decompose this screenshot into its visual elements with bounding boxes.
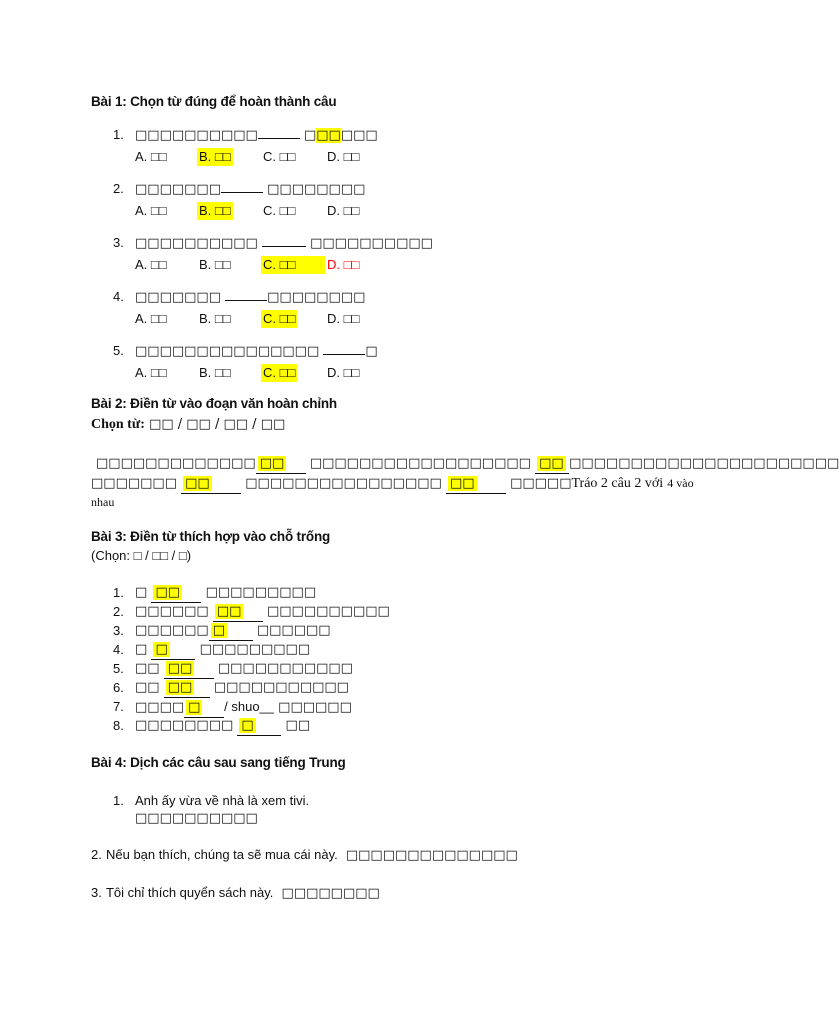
bai2-choose-words: □□ / □□ / □□ / □□ (149, 417, 286, 432)
q1-option-a[interactable]: A. □□ (135, 149, 167, 164)
b4-q3-number: 3. (91, 885, 102, 900)
bai2-note-c: nhau (91, 495, 115, 509)
b4-q3-line (91, 884, 380, 903)
q4-blank[interactable] (225, 288, 267, 301)
q5-option-a[interactable]: A. □□ (135, 365, 167, 380)
q4-option-a[interactable]: A. □□ (135, 311, 167, 326)
b3-q6-number: 6. (113, 680, 124, 695)
bai2-fill-1[interactable] (256, 455, 306, 474)
b3-q2-number: 2. (113, 604, 124, 619)
b3-q6-fill-text: □□ (167, 680, 193, 695)
bai2-choose-line (91, 416, 285, 434)
q3-number: 3. (113, 235, 124, 250)
q1-blank[interactable] (258, 126, 300, 139)
b3-q7-after: □□□□□□ (278, 700, 352, 715)
bai2-line2-b: □□□□□□□□□□□□□□□□ (245, 476, 442, 491)
b3-q7-fill-text: □ (188, 700, 201, 715)
q1-sentence (135, 126, 378, 145)
bai2-paragraph-line-1 (96, 455, 839, 474)
q4-number: 4. (113, 289, 124, 304)
b3-q4-sentence (135, 641, 310, 660)
b3-q2-after: □□□□□□□□□□ (266, 604, 390, 619)
b3-q2-sentence (135, 603, 390, 622)
b3-q2-fill-text: □□ (216, 604, 242, 619)
bai2-choose-label: Chọn từ: (91, 417, 145, 432)
q4-option-d[interactable]: D. □□ (327, 311, 360, 326)
b3-q1-sentence (135, 584, 316, 603)
q2-option-b[interactable]: B. □□ (199, 203, 231, 218)
b4-q3-vietnamese: Tôi chỉ thích quyển sách này. (105, 885, 274, 900)
b3-q6-sentence (135, 679, 349, 698)
q3-sentence (135, 234, 433, 253)
b3-q6-before: □□ (135, 680, 160, 695)
b3-q5-fill-text: □□ (167, 661, 193, 676)
b3-q7-pinyin: / shuo__ (224, 699, 275, 714)
q2-option-d[interactable]: D. □□ (327, 203, 360, 218)
b3-q7-sentence (135, 698, 352, 718)
q2-option-a[interactable]: A. □□ (135, 203, 167, 218)
b3-q5-number: 5. (113, 661, 124, 676)
q2-number: 2. (113, 181, 124, 196)
q5-sentence (135, 342, 378, 361)
b4-q2-line (91, 846, 518, 865)
bai2-line1-b: □□□□□□□□□□□□□□□□□□ (309, 456, 531, 471)
b3-q8-fill-text: □ (241, 718, 254, 733)
bai2-fill-3-text: □□ (185, 476, 210, 491)
q1-text-after: □□□ (340, 128, 378, 143)
bai3-choose: (Chọn: □ / □□ / □) (91, 548, 192, 563)
b3-q5-sentence (135, 660, 353, 679)
b3-q4-number: 4. (113, 642, 124, 657)
b3-q1-fill-text: □□ (155, 585, 181, 600)
b4-q1-vietnamese: Anh ấy vừa về nhà là xem tivi. (135, 793, 310, 808)
bai2-note-b: 4 vào (667, 476, 694, 490)
b3-q6-fill[interactable] (164, 679, 210, 698)
b3-q3-number: 3. (113, 623, 124, 638)
q5-option-b[interactable]: B. □□ (199, 365, 231, 380)
q2-option-c[interactable]: C. □□ (263, 203, 296, 218)
b4-q1-number: 1. (113, 793, 124, 808)
b4-q1-chinese: □□□□□□□□□□ (135, 811, 258, 826)
bai2-line1-c: □□□□□□□□□□□□□□□□□□□□□□ (569, 456, 839, 471)
q3-option-d[interactable]: D. □□ (327, 257, 360, 272)
q1-text-before: □□□□□□□□□□ (135, 128, 258, 143)
bai2-fill-2[interactable] (535, 455, 569, 474)
bai2-fill-4[interactable] (446, 475, 506, 494)
b3-q8-number: 8. (113, 718, 124, 733)
b3-q7-before: □□□□ (135, 700, 185, 715)
b3-q8-fill[interactable] (237, 717, 281, 736)
b3-q2-before: □□□□□□ (135, 604, 209, 619)
b3-q3-fill[interactable] (209, 622, 253, 641)
q3-text-before: □□□□□□□□□□ (135, 236, 258, 251)
q5-option-c[interactable]: C. □□ (263, 365, 296, 380)
b3-q2-fill[interactable] (213, 603, 263, 622)
b3-q8-after: □□ (285, 718, 311, 733)
bai2-fill-4-text: □□ (449, 476, 475, 491)
b3-q4-before: □ (135, 642, 148, 657)
b4-q2-chinese: □□□□□□□□□□□□□□ (345, 848, 518, 863)
b3-q3-before: □□□□□□ (135, 623, 209, 638)
b3-q1-after: □□□□□□□□□ (205, 585, 317, 600)
q3-option-c[interactable]: C. □□ (261, 256, 325, 274)
b3-q5-after: □□□□□□□□□□□ (217, 661, 353, 676)
q4-option-c[interactable]: C. □□ (263, 311, 296, 326)
b3-q5-fill[interactable] (164, 660, 214, 679)
b3-q3-sentence (135, 622, 331, 641)
q1-number: 1. (113, 127, 124, 142)
b3-q3-fill-text: □ (212, 623, 225, 638)
q1-text-mid: □ (303, 128, 317, 143)
bai2-fill-3[interactable] (181, 475, 241, 494)
b3-q1-fill[interactable] (151, 584, 201, 603)
bai1-heading: Bài 1: Chọn từ đúng để hoàn thành câu (91, 94, 337, 109)
q3-blank[interactable] (262, 234, 306, 247)
q3-text-after: □□□□□□□□□□ (310, 236, 433, 251)
b3-q1-before: □ (135, 585, 148, 600)
b3-q7-fill[interactable] (184, 699, 224, 718)
q5-blank[interactable] (323, 342, 365, 355)
bai2-line1-a: □□□□□□□□□□□□□ (96, 456, 256, 471)
q5-option-d[interactable]: D. □□ (327, 365, 360, 380)
b3-q4-fill[interactable] (151, 641, 195, 660)
b3-q8-sentence (135, 717, 310, 736)
b3-q6-after: □□□□□□□□□□□ (213, 680, 349, 695)
b3-q3-after: □□□□□□ (256, 623, 331, 638)
q1-option-d[interactable]: D. □□ (327, 149, 360, 164)
bai2-line2-c: □□□□□ (510, 476, 572, 491)
q4-sentence (135, 288, 365, 307)
b3-q4-after: □□□□□□□□□ (199, 642, 311, 657)
q5-number: 5. (113, 343, 124, 358)
b3-q4-fill-text: □ (155, 642, 168, 657)
bai2-fill-2-text: □□ (539, 456, 564, 471)
b3-q5-before: □□ (135, 661, 160, 676)
q5-text-before: □□□□□□□□□□□□□□□ (135, 344, 320, 359)
bai2-note-a: Tráo 2 câu 2 với (571, 476, 664, 491)
b3-q1-number: 1. (113, 585, 124, 600)
bai3-heading: Bài 3: Điền từ thích hợp vào chỗ trống (91, 529, 331, 544)
b3-q8-before: □□□□□□□□ (135, 718, 234, 733)
q4-text-after: □□□□□□□□ (267, 290, 366, 305)
b4-q2-vietnamese: Nếu bạn thích, chúng ta sẽ mua cái này. (105, 847, 338, 862)
b4-q2-number: 2. (91, 847, 102, 862)
q1-option-b[interactable]: B. □□ (199, 149, 231, 164)
b4-q3-chinese: □□□□□□□□ (281, 886, 380, 901)
bai2-heading: Bài 2: Điền từ vào đoạn văn hoàn chỉnh (91, 396, 337, 411)
b3-q7-number: 7. (113, 699, 124, 714)
q1-option-c[interactable]: C. □□ (263, 149, 296, 164)
q4-option-b[interactable]: B. □□ (199, 311, 231, 326)
q2-text-after: □□□□□□□□ (267, 182, 366, 197)
q4-text-before: □□□□□□□ (135, 290, 221, 305)
q2-text-before: □□□□□□□ (135, 182, 221, 197)
q3-option-a[interactable]: A. □□ (135, 257, 167, 272)
bai2-line2-a: □□□□□□□ (91, 476, 177, 491)
q2-sentence (135, 180, 365, 199)
bai4-heading: Bài 4: Dịch các câu sau sang tiếng Trung (91, 755, 346, 770)
q5-text-after: □ (365, 344, 378, 359)
q1-highlight: □□ (316, 128, 341, 143)
q3-option-b[interactable]: B. □□ (199, 257, 231, 272)
bai2-fill-1-text: □□ (259, 456, 285, 471)
bai2-paragraph-line-2 (91, 474, 694, 494)
q2-blank[interactable] (221, 180, 263, 193)
